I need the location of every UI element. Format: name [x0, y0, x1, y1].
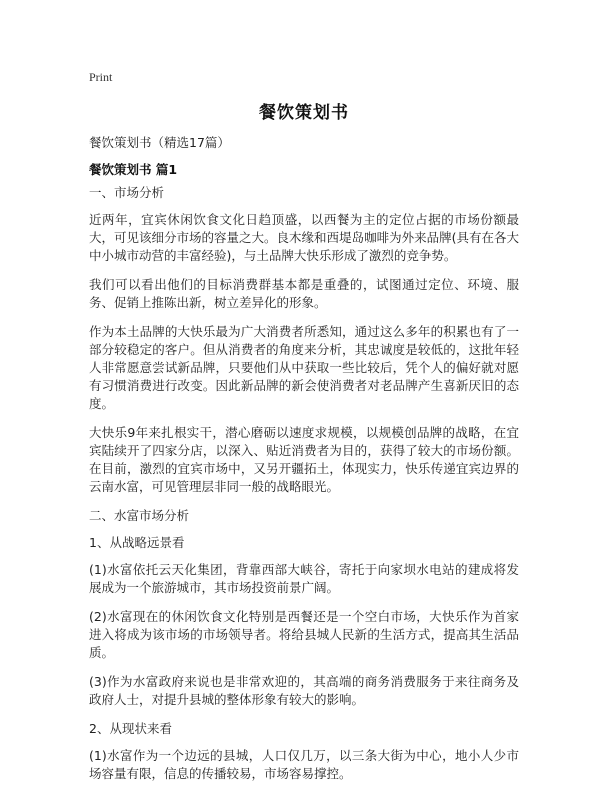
- paragraph-8: (1)水富作为一个边远的县城，人口仅几万，以三条大街为中心，地小人少市场容量有限，信息的传播较易，市场容易撑控。: [89, 748, 519, 781]
- paragraph-7: (3)作为水富政府来说也是非常欢迎的，其高端的商务消费服务于来往商务及政府人士，对提升县城的整体形象有较大的影响。: [89, 674, 519, 707]
- paragraph-3: 作为本土品牌的大快乐最为广大消费者所悉知，通过这么多年的积累也有了一部分较稳定的客户。但从消费者的角度来分析，其忠诚度是较低的，这批年轻人非常愿意尝试新品牌，只要他们从中获取一些比较后，凭个人的偏好就对愿有习惯消费进行改变。因此新品牌的新会使消费者对老品牌产生喜新厌旧的态度。: [89, 324, 519, 411]
- document-subtitle: 餐饮策划书（精选17篇）: [89, 135, 230, 150]
- subsection-heading-strategy: 1、从战略远景看: [89, 535, 185, 550]
- chapter-heading: 餐饮策划书 篇1: [89, 162, 178, 177]
- paragraph-4: 大快乐9年来扎根实干，潜心磨砺以速度求规模，以规模创品牌的战略，在宜宾陆续开了四家分店，以深入、贴近消费者为目的，获得了较大的市场份额。在目前，激烈的宜宾市场中，又另开疆拓土，体现实力，快乐传递宜宾边界的云南水富，可见管理层非同一般的战略眼光。: [89, 425, 519, 494]
- paragraph-5: (1)水富依托云天化集团，背靠西部大峡谷，寄托于向家坝水电站的建成将发展成为一个旅游城市，其市场投资前景广阔。: [89, 562, 519, 595]
- page-title: 餐饮策划书: [259, 103, 349, 123]
- paragraph-2: 我们可以看出他们的目标消费群基本都是重叠的，试图通过定位、环境、服务、促销上推陈出新，树立差异化的形象。: [89, 277, 519, 310]
- document-body: [89, 184, 519, 794]
- paragraph-1: 近两年，宜宾休闲饮食文化日趋顶盛，以西餐为主的定位占据的市场份额最大，可见该细分市场的容量之大。良木缘和西堤岛咖啡为外来品牌(具有在各大中小城市动营的丰富经验)，与土品牌大快乐形成了激烈的竞争势。: [89, 212, 519, 263]
- print-link[interactable]: Print: [89, 70, 113, 84]
- section-heading-market-analysis: 一、市场分析: [89, 185, 165, 200]
- subsection-heading-status: 2、从现状来看: [89, 721, 172, 736]
- section-heading-shuifu-market: 二、水富市场分析: [89, 508, 190, 523]
- paragraph-6: (2)水富现在的休闲饮食文化特别是西餐还是一个空白市场，大快乐作为首家进入将成为该市场的市场领导者。将给县城人民新的生活方式，提高其生活品质。: [89, 609, 519, 660]
